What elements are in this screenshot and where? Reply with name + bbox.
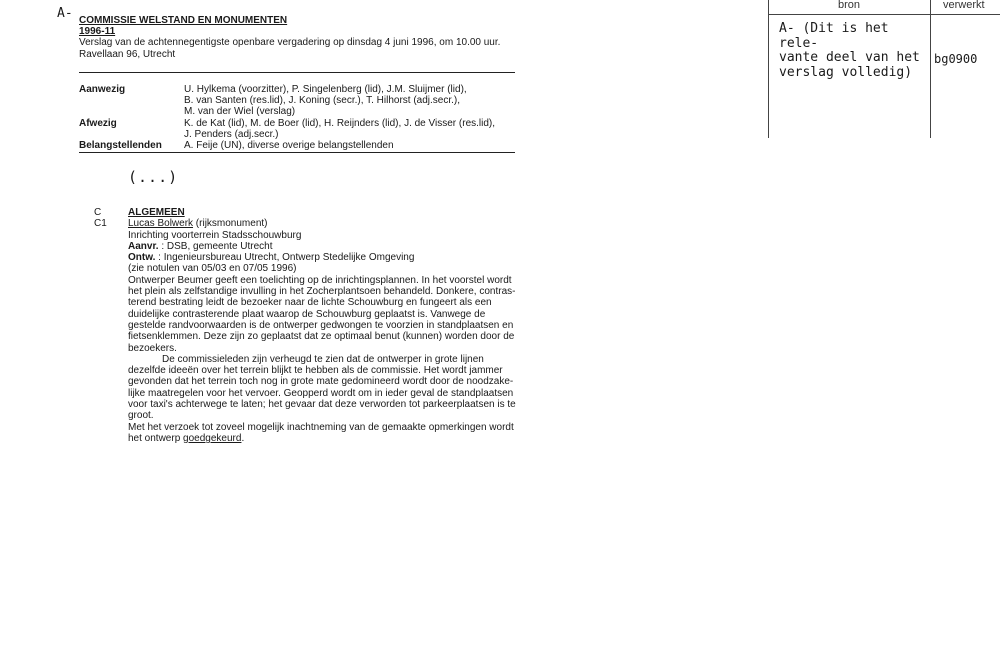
item-code: C1 xyxy=(94,218,107,230)
committee-name: COMMISSIE WELSTAND EN MONUMENTEN xyxy=(79,15,288,26)
attendance-line: B. van Santen (res.lid), J. Koning (secr.), T. Hilhorst (adj.secr.), xyxy=(184,95,461,107)
applicant-line xyxy=(128,241,534,252)
section-code: C xyxy=(94,207,102,218)
attendance-line: M. van der Wiel (verslag) xyxy=(184,106,296,118)
processed-code: bg0900 xyxy=(934,52,978,66)
paragraph-line: gevonden dat het terrein toch nog in grote mate gedomineerd wordt door de noodzake- xyxy=(128,376,514,388)
attendance-present xyxy=(79,84,519,118)
corner-mark: A- xyxy=(57,6,73,21)
paragraph-line: voor taxi's achterwege te laten; het gevaar dat deze verworden tot parkeerplaatsen is te xyxy=(128,399,516,411)
designer-label: Ontw. xyxy=(128,252,156,264)
source-note-line: verslag volledig) xyxy=(779,64,913,80)
paragraph-line: Ontwerper Beumer geeft een toelichting op de inrichtingsplannen. In het voorstel wordt xyxy=(128,274,512,286)
attendance-label: Belangstellenden xyxy=(79,140,162,152)
paragraph-commission xyxy=(128,354,534,422)
attendance-interested xyxy=(79,140,519,151)
source-note-line: vante deel van het xyxy=(779,50,920,65)
omission-ellipsis: (...) xyxy=(128,168,179,186)
attendance-line: J. Penders (adj.secr.) xyxy=(184,128,279,140)
report-header xyxy=(79,15,519,60)
paragraph-line: fietsenklemmen. Deze zijn zo geplaatst dat ze optimaal benut (kunnen) worden door de xyxy=(128,331,515,343)
agenda-item xyxy=(94,218,534,444)
column-header-processed: verwerkt xyxy=(943,0,985,11)
agenda-section xyxy=(94,207,534,444)
meeting-address: Ravellaan 96, Utrecht xyxy=(79,48,176,60)
designer-value: : Ingenieursbureau Utrecht, Ontwerp Stedelijke Omgeving xyxy=(155,252,415,264)
table-header-divider xyxy=(768,14,1000,15)
header-divider xyxy=(79,72,515,73)
paragraph-line xyxy=(128,433,534,444)
item-body xyxy=(128,218,534,444)
attendance-absent xyxy=(79,118,519,140)
paragraph-line: terend bestrating leidt de bezoeker naar de lichte Schouwburg en fungeert als een xyxy=(128,297,492,309)
item-title-line xyxy=(128,218,534,229)
column-header-source: bron xyxy=(838,0,861,11)
paragraph-line: gestelde randvoorwaarden is de ontwerper gedwongen te voorzien in standplaatsen en xyxy=(128,319,514,331)
source-note-line: A- (Dit is het rele- xyxy=(779,21,889,51)
source-note xyxy=(779,22,934,80)
section-heading-row xyxy=(94,207,534,218)
paragraph-line: lijke maatregelen voor het vervoer. Geopperd wordt om in ieder geval de standplaatsen xyxy=(128,387,514,399)
table-left-border xyxy=(768,0,769,138)
item-subject: Inrichting voorterrein Stadsschouwburg xyxy=(128,229,302,241)
section-title: ALGEMEEN xyxy=(128,207,185,218)
paragraph-presentation xyxy=(128,275,534,354)
attendance-divider xyxy=(79,152,515,153)
paragraph-line: het plein als zelfstandige invulling in het Zocherplantsoen behandeld. Donkere, contras- xyxy=(128,286,516,298)
attendance-line: K. de Kat (lid), M. de Boer (lid), H. Reijnders (lid), J. de Visser (res.lid), xyxy=(184,117,496,129)
paragraph-line: bezoekers. xyxy=(128,342,177,354)
attendance-line: A. Feije (UN), diverse overige belangstellenden xyxy=(184,140,394,152)
attendance-block xyxy=(79,84,519,151)
designer-line xyxy=(128,252,534,263)
applicant-value: : DSB, gemeente Utrecht xyxy=(158,240,273,252)
paragraph-line: Met het verzoek tot zoveel mogelijk inachtneming van de gemaakte opmerkingen wordt xyxy=(128,421,514,433)
verdict-suffix: . xyxy=(241,432,245,444)
paragraph-line: De commissieleden zijn verheugd te zien dat de ontwerper in grote lijnen xyxy=(162,353,484,365)
paragraph-line: duidelijke contrasterende plaat waarop de Schouwburg geplaatst is. Vanwege de xyxy=(128,308,486,320)
verdict-word: goedgekeurd xyxy=(183,432,242,444)
report-number: 1996-11 xyxy=(79,26,116,38)
verdict-prefix: het ontwerp xyxy=(128,432,184,444)
attendance-line: U. Hylkema (voorzitter), P. Singelenberg (lid), J.M. Sluijmer (lid), xyxy=(184,84,467,95)
paragraph-line: groot. xyxy=(128,410,154,422)
attendance-label: Aanwezig xyxy=(79,84,126,95)
paragraph-line: dezelfde ideeën over het terrein blijkt te hebben als de commissie. Het wordt jammer xyxy=(128,365,503,377)
paragraph-verdict xyxy=(128,422,534,445)
applicant-label: Aanvr. xyxy=(128,240,159,252)
attendance-label: Afwezig xyxy=(79,117,117,129)
item-title-suffix: (rijksmonument) xyxy=(193,218,268,230)
source-margin-table xyxy=(768,0,1000,138)
report-description: Verslag van de achtennegentigste openbare vergadering op dinsdag 4 juni 1996, om 10.00 uur. xyxy=(79,37,501,49)
notes-reference: (zie notulen van 05/03 en 07/05 1996) xyxy=(128,263,297,275)
item-title: Lucas Bolwerk xyxy=(128,218,194,230)
